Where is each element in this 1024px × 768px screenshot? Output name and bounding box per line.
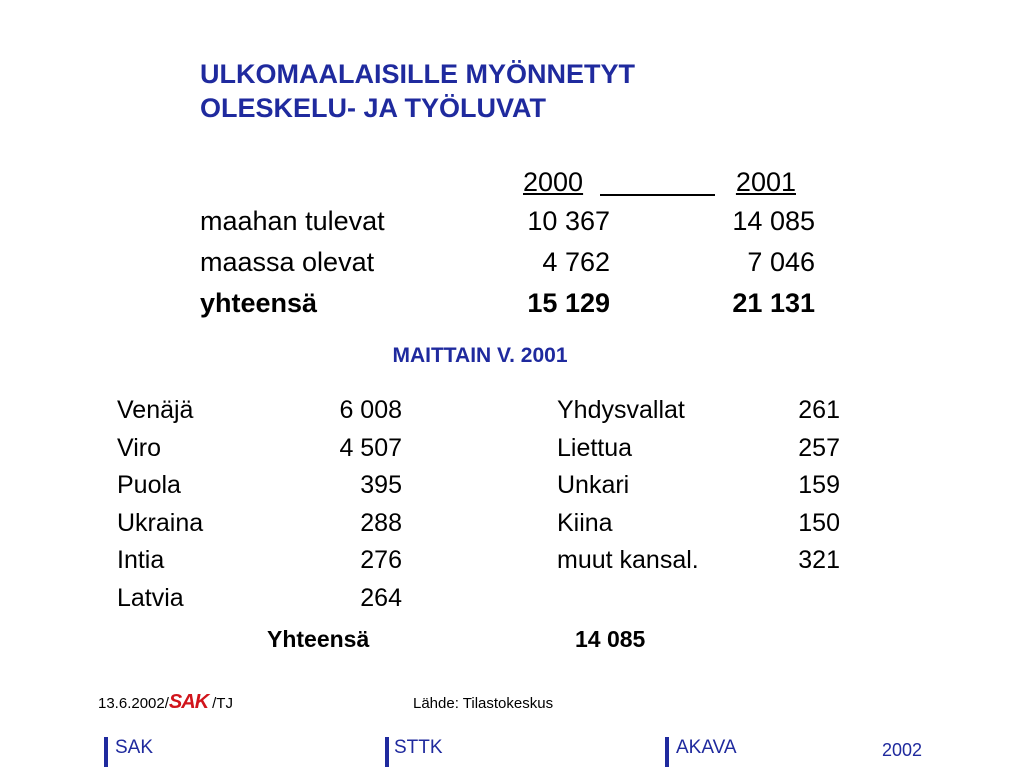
footer-date: 13.6.2002/ <box>98 695 169 712</box>
list-item <box>117 580 402 618</box>
row-value-arriving-2000: 10 367 <box>527 206 610 236</box>
country-value: 395 <box>360 471 402 499</box>
row-value-total-2000: 15 129 <box>527 288 610 318</box>
row-label-residing: maassa olevat <box>200 247 375 277</box>
country-name: Unkari <box>557 471 630 499</box>
country-name: Viro <box>117 433 162 462</box>
country-value: 276 <box>360 546 402 574</box>
country-value: 288 <box>360 508 402 537</box>
country-name: Latvia <box>117 583 184 612</box>
footer-source: Lähde: Tilastokeskus <box>413 695 554 712</box>
footer-year: 2002 <box>882 740 923 760</box>
org-bar-sttk <box>385 737 389 767</box>
title-line-2: OLESKELU- JA TYÖLUVAT <box>200 93 547 123</box>
list-item <box>117 542 402 580</box>
country-list-left <box>117 392 402 617</box>
row-value-total-2001: 21 131 <box>732 288 815 318</box>
row-label-total: yhteensä <box>200 288 318 318</box>
country-name: Venäjä <box>117 396 194 424</box>
list-item <box>117 505 402 543</box>
country-value: 6 008 <box>339 396 402 424</box>
list-item <box>117 467 402 505</box>
row-value-residing-2001: 7 046 <box>747 247 815 277</box>
country-total-label: Yhteensä <box>267 626 370 652</box>
country-value: 4 507 <box>339 433 402 462</box>
org-sak: SAK <box>115 737 154 758</box>
country-name: Kiina <box>557 508 613 537</box>
country-total-value: 14 085 <box>575 626 646 652</box>
org-bar-akava <box>665 737 669 767</box>
country-name: Intia <box>117 546 165 574</box>
org-akava: AKAVA <box>676 737 737 758</box>
header-underline <box>600 194 715 196</box>
list-item <box>117 392 402 430</box>
country-value: 159 <box>798 471 840 499</box>
list-item <box>557 392 840 430</box>
title-line-1: ULKOMAALAISILLE MYÖNNETYT <box>200 59 635 89</box>
list-item <box>557 467 840 505</box>
country-value: 261 <box>798 396 840 424</box>
country-name: muut kansal. <box>557 546 699 574</box>
footer-author: /TJ <box>212 695 233 712</box>
country-name: Yhdysvallat <box>557 396 685 424</box>
row-value-arriving-2001: 14 085 <box>732 206 815 236</box>
org-sttk: STTK <box>394 737 443 758</box>
sak-logo: SAK <box>168 691 209 713</box>
year-header-2001: 2001 <box>735 167 796 197</box>
row-label-arriving: maahan tulevat <box>200 206 385 236</box>
section-subtitle: MAITTAIN V. 2001 <box>392 344 568 367</box>
country-name: Puola <box>117 471 181 499</box>
year-header-2000: 2000 <box>523 167 584 197</box>
list-item <box>557 430 840 468</box>
list-item <box>117 430 402 468</box>
country-value: 150 <box>798 508 840 537</box>
country-value: 257 <box>798 433 840 462</box>
row-value-residing-2000: 4 762 <box>542 247 610 277</box>
footer-credit <box>98 691 233 714</box>
org-bar-sak <box>104 737 108 767</box>
country-name: Liettua <box>557 433 633 462</box>
list-item <box>557 542 840 580</box>
country-value: 321 <box>798 546 840 574</box>
page-title <box>200 57 635 125</box>
country-name: Ukraina <box>117 508 204 537</box>
country-value: 264 <box>360 583 402 612</box>
list-item <box>557 505 840 543</box>
country-list-right <box>557 392 840 580</box>
